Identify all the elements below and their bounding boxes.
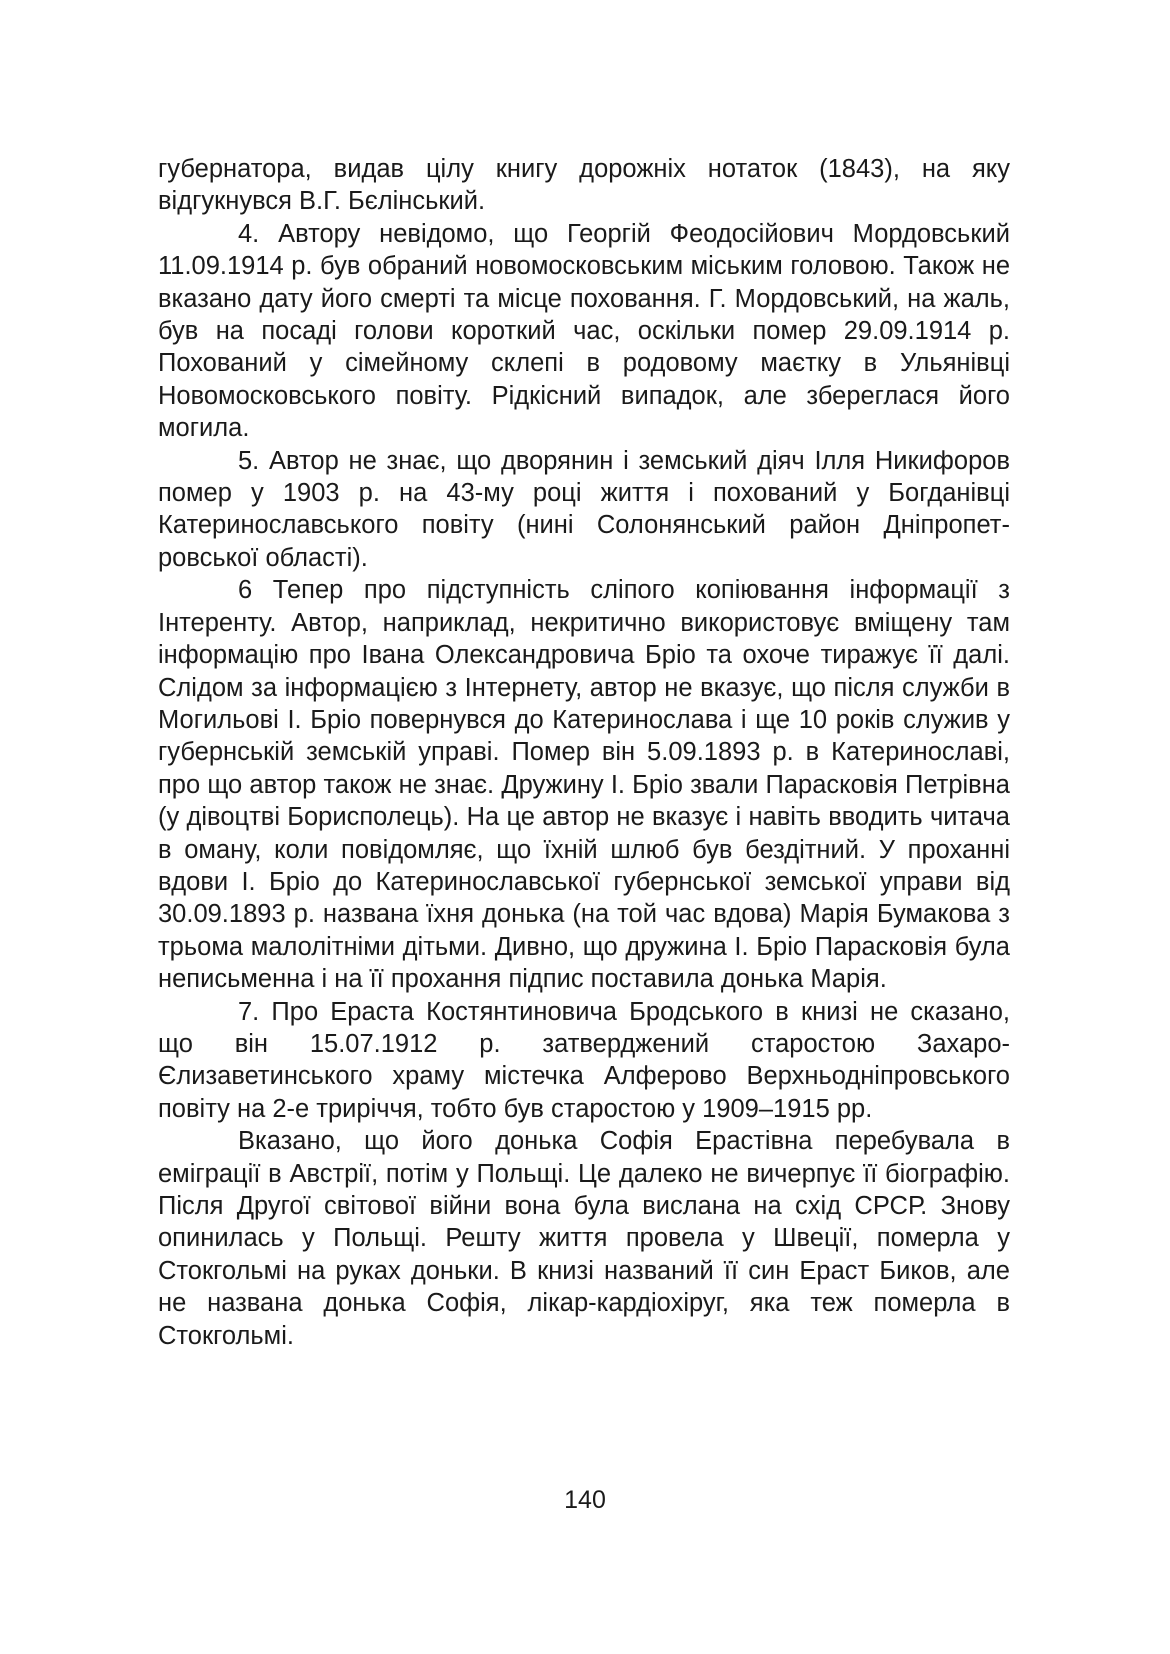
- paragraph-item-7: 7. Про Ераста Костянтиновича Бродського в книзі не сказано, що він 15.07.1912 р. затверджений старостою Захаро-Єлизаветинського храму містечка Алферово Верхньодніпровського повіту на 2-е триріччя, тобто був старостою у 1909–1915 рр.: [158, 997, 1010, 1123]
- paragraph-item-4: 4. Автору невідомо, що Георгій Феодосійович Мордовський 11.09.1914 р. був обраний новомосковським міським головою. Також не вказано дату його смерті та місце поховання. Г. Мордовський, на жаль, був на посаді голови короткий час, оскільки помер 29.09.1914 р. Похований у сімейному склепі в родовому маєтку в Ульянівці Новомосковського повіту. Рідкісний випадок, але збереглася його могила.: [158, 219, 1010, 443]
- body-text: [158, 153, 1010, 1352]
- paragraph-item-6: 6 Тепер про підступність сліпого копіювання інформації з Інтеренту. Автор, наприклад, некритично використовує вміщену там інформацію про Івана Олександровича Бріо та охоче тиражує її далі. Слідом за інформацією з Інтернету, автор не вказує, що після служби в Могильові І. Бріо повернувся до Катеринослава і ще 10 років служив у губернській земській управі. Помер він 5.09.1893 р. в Катеринославі, про що автор також не знає. Дружину І. Бріо звали Парасковія Петрівна (у дівоцтві Борисполець). На це автор не вказує і навіть вводить читача в оману, коли повідомляє, що їхній шлюб був бездітний. У проханні вдови І. Бріо до Катеринославської губернської земської управи від 30.09.1893 р. названа їхня донька (на той час вдова) Марія Бумакова з трьома малолітніми дітьми. Дивно, що дружина І. Бріо Парасковія була неписьменна і на її прохання підпис поставила донька Марія.: [158, 576, 1010, 994]
- paragraph-item-5: 5. Автор не знає, що дворянин і земський діяч Ілля Никифоров помер у 1903 р. на 43-му році життя і похований у Богданівці Катеринославського повіту (нині Солонянський район Дніпропетровської області).: [158, 446, 1010, 572]
- paragraph-item-7-continued: Вказано, що його донька Софія Ерастівна перебувала в еміграції в Австрії, потім у Польщі. Це далеко не вичерпує її біографію. Після Другої світової війни вона була вислана на схід СРСР. Знову опинилась у Польщі. Решту життя провела у Швеції, померла у Стокгольмі на руках доньки. В книзі названий її син Ераст Биков, але не названа донька Софія, лікар-кардіохіруг, яка теж померла в Стокгольмі.: [158, 1127, 1010, 1350]
- page-number: 140: [564, 1486, 606, 1514]
- paragraph-continuation: губернатора, видав цілу книгу дорожніх нотаток (1843), на яку відгукнувся В.Г. Бєлінський.: [158, 155, 1010, 216]
